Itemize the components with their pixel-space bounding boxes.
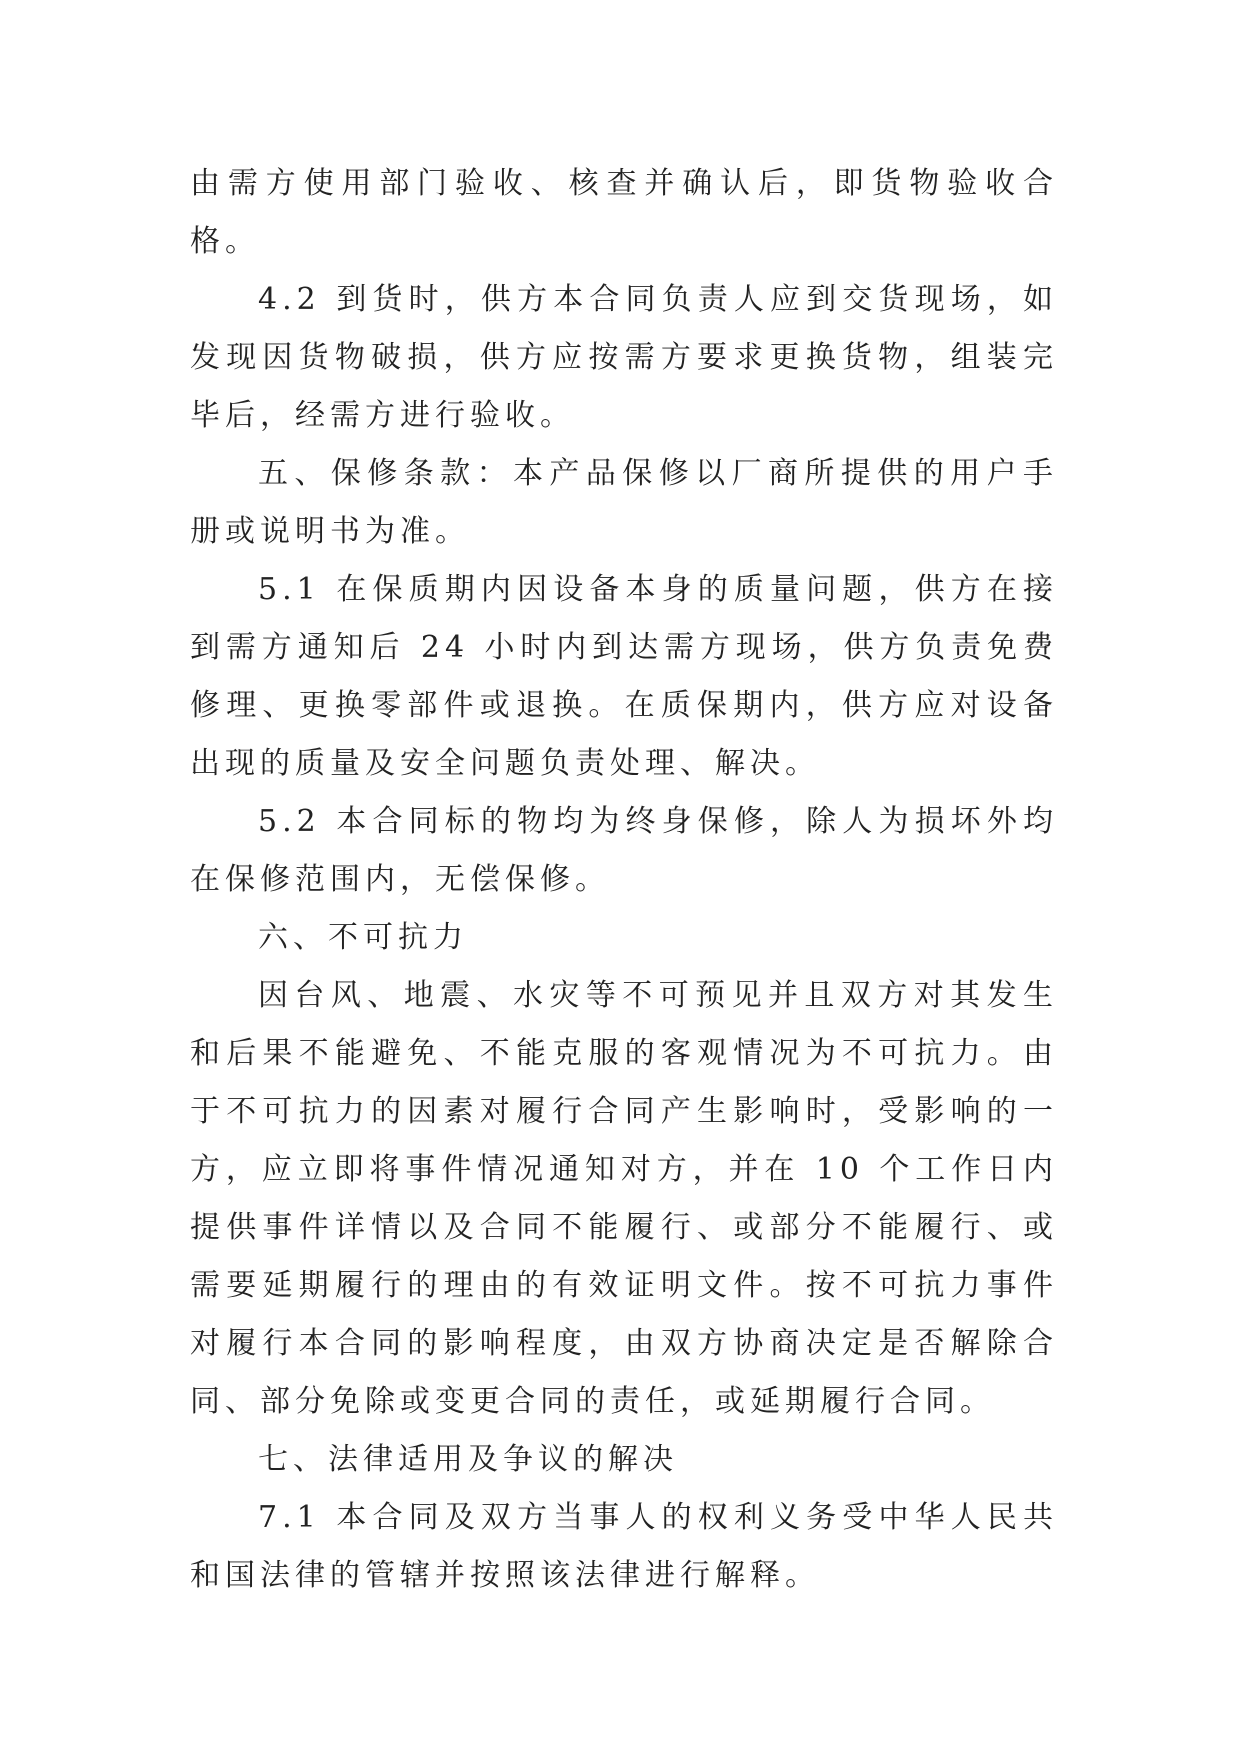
document-body — [190, 155, 1058, 1605]
paragraph-force-majeure: 因台风、地震、水灾等不可预见并且双方对其发生和后果不能避免、不能克服的客观情况为不可抗力。由于不可抗力的因素对履行合同产生影响时，受影响的一方，应立即将事件情况通知对方，并在 10 个工作日内提供事件详情以及合同不能履行、或部分不能履行、或需要延期履行的理由的有效证明文件。按不可抗力事件对履行本合同的影响程度，由双方协商决定是否解除合同、部分免除或变更合同的责任，或延期履行合同。 — [190, 978, 1058, 1419]
paragraph-clause-5-1: 5.1 在保质期内因设备本身的质量问题，供方在接到需方通知后 24 小时内到达需方现场，供方负责免费修理、更换零部件或退换。在质保期内，供方应对设备出现的质量及安全问题负责处理、解决。 — [190, 572, 1058, 781]
heading-section-6-force-majeure: 六、不可抗力 — [258, 920, 468, 955]
paragraph-clause-7-1: 7.1 本合同及双方当事人的权利义务受中华人民共和国法律的管辖并按照该法律进行解释。 — [190, 1500, 1058, 1593]
paragraph-clause-4-2: 4.2 到货时，供方本合同负责人应到交货现场，如发现因货物破损，供方应按需方要求更换货物，组装完毕后，经需方进行验收。 — [190, 282, 1058, 433]
paragraph-acceptance-confirmation: 由需方使用部门验收、核查并确认后，即货物验收合格。 — [190, 166, 1058, 259]
paragraph-section-5-warranty: 五、保修条款：本产品保修以厂商所提供的用户手册或说明书为准。 — [190, 456, 1058, 549]
heading-section-7-law-disputes: 七、法律适用及争议的解决 — [258, 1442, 678, 1477]
paragraph-clause-5-2: 5.2 本合同标的物均为终身保修，除人为损坏外均在保修范围内，无偿保修。 — [190, 804, 1058, 897]
